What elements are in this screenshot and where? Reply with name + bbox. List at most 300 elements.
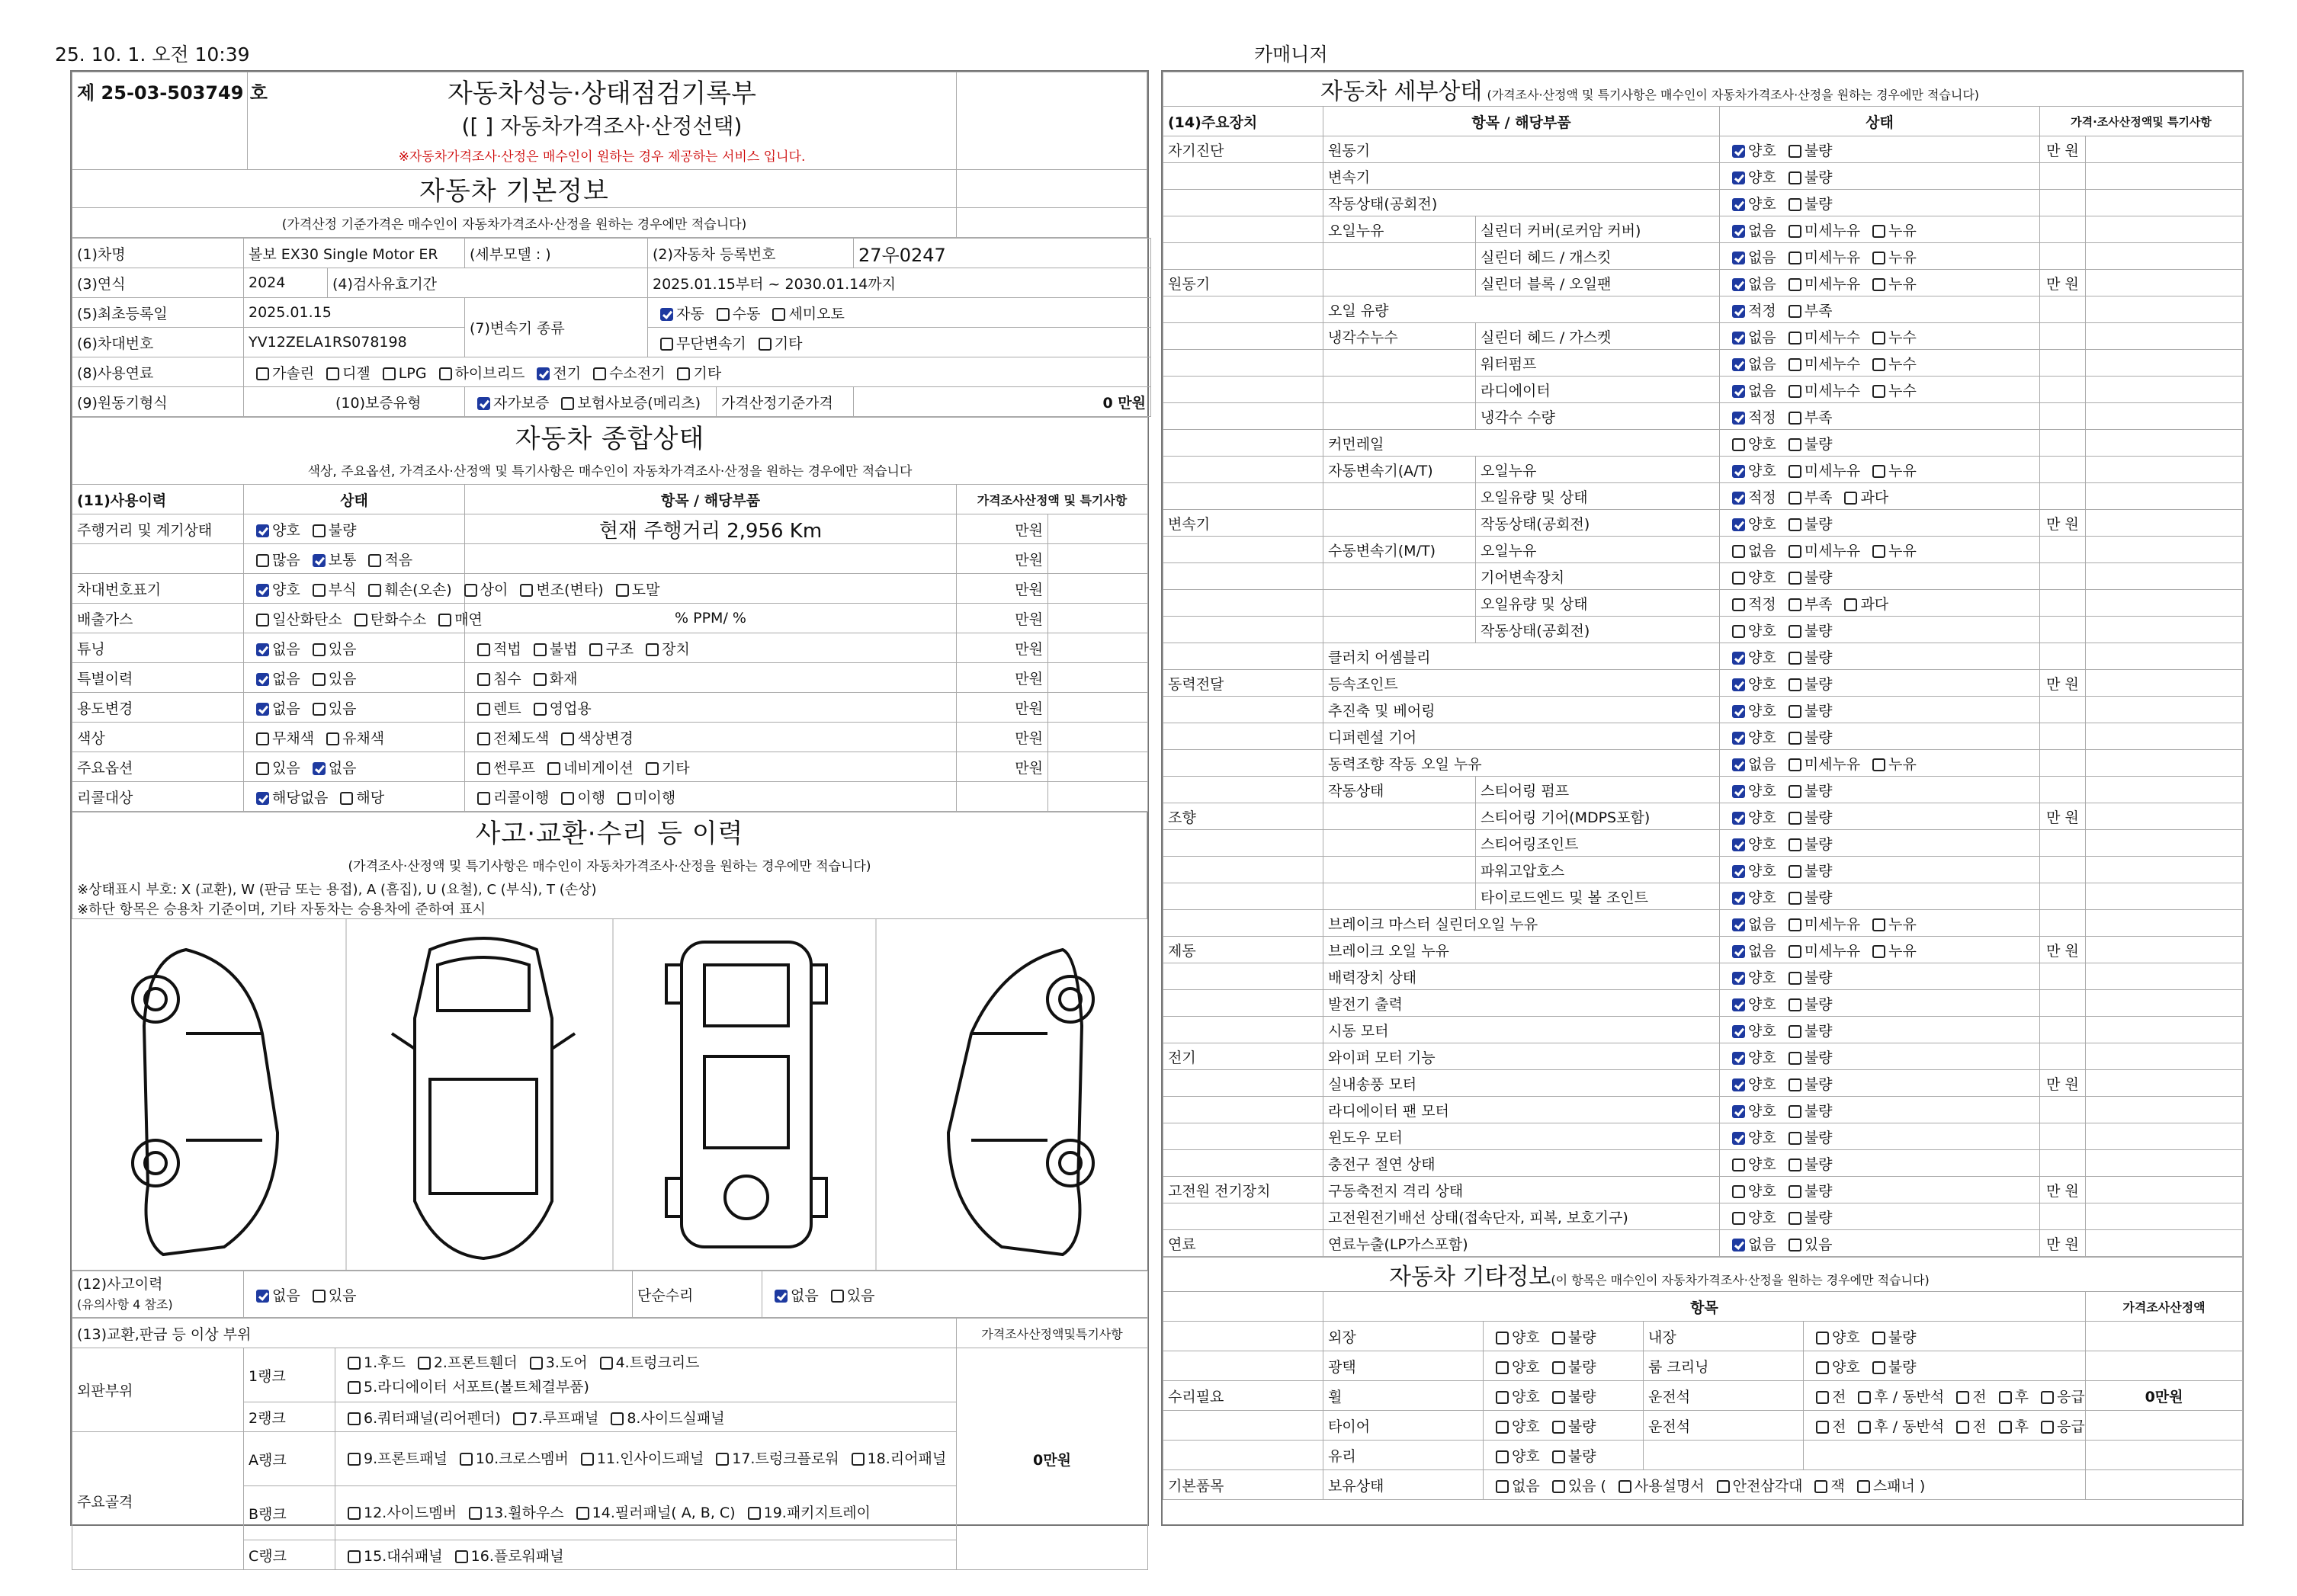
unchecked-box-icon — [1789, 518, 1801, 531]
option-label: 불량 — [1567, 1358, 1596, 1376]
etc-item-b: 내장 — [1644, 1322, 1804, 1351]
checkbox-option — [1991, 1415, 2029, 1436]
option-label: 잭 — [1830, 1477, 1845, 1495]
detail-state — [1720, 777, 2040, 803]
overall-row-item — [465, 723, 957, 752]
detail-group: 고전원 전기장치 — [1163, 1177, 1323, 1203]
detail-state — [1720, 617, 2040, 643]
unchecked-box-icon — [455, 1550, 468, 1563]
checkbox-option — [1781, 273, 1860, 293]
detail-part: 작동상태(공회전) — [1476, 617, 1720, 643]
basic-items-label: 기본품목 — [1163, 1470, 1323, 1500]
unchecked-box-icon — [1552, 1361, 1565, 1374]
detail-row — [1163, 190, 2243, 216]
checkbox-option — [1724, 673, 1776, 694]
checkbox-option — [1949, 1386, 1986, 1406]
checkbox-option — [249, 578, 300, 599]
checkbox-option — [638, 757, 690, 777]
checked-box-icon — [1732, 518, 1745, 531]
overall-row-state — [244, 693, 465, 723]
parts-price-head: 가격조사산정액및특기사항 — [957, 1319, 1148, 1348]
detail-item — [1323, 377, 1476, 403]
checkbox-option — [1724, 700, 1776, 720]
option-label: 미세누유 — [1804, 915, 1861, 933]
detail-group — [1163, 243, 1323, 270]
checkbox-option — [1724, 1153, 1776, 1174]
option-label: 누유 — [1888, 542, 1917, 559]
detail-price-unit: 만 원 — [2040, 803, 2086, 830]
etc-item-head: 항목 — [1323, 1292, 2086, 1322]
unchecked-box-icon — [348, 1381, 361, 1394]
overall-row — [72, 633, 1148, 663]
option-label: 가솔린 — [272, 364, 315, 382]
option-label: 불량 — [1804, 889, 1833, 906]
detail-row — [1163, 1097, 2243, 1123]
unchecked-box-icon — [477, 792, 490, 805]
checkbox-option — [1781, 993, 1833, 1014]
option-label: 누수 — [1888, 355, 1917, 373]
detail-item: 시동 모터 — [1323, 1017, 1720, 1043]
detail-row — [1163, 830, 2243, 857]
etc-item-options — [1484, 1441, 1644, 1470]
option-label: 5.라디에이터 서포트(볼트체결부품) — [364, 1379, 589, 1396]
detail-item: 냉각수누수 — [1323, 323, 1476, 350]
detail-price-unit — [2040, 1203, 2086, 1230]
unchecked-box-icon — [1872, 1361, 1885, 1374]
option-label: 8.사이드실패널 — [627, 1409, 725, 1427]
item-part-head: 항목 / 해당부품 — [1323, 107, 1720, 136]
unchecked-box-icon — [1872, 278, 1885, 291]
detail-item: 라디에이터 팬 모터 — [1323, 1097, 1720, 1123]
detail-item — [1323, 243, 1476, 270]
unchecked-box-icon — [660, 338, 673, 351]
checkbox-option — [844, 1447, 947, 1471]
option-label: 불량 — [1804, 435, 1833, 453]
unchecked-box-icon — [600, 1357, 613, 1370]
unchecked-box-icon — [1814, 1480, 1827, 1493]
option-label: 양호 — [1748, 1129, 1776, 1146]
etc-item: 타이어 — [1323, 1411, 1484, 1441]
detail-state — [1720, 323, 2040, 350]
checkbox-option — [1808, 1326, 1860, 1347]
option-label: 미세누유 — [1804, 942, 1861, 960]
detail-part: 오일누유 — [1476, 457, 1720, 483]
unchecked-box-icon — [340, 792, 353, 805]
checkbox-option — [1837, 486, 1888, 507]
option-label: 6.쿼터패널(리어펜더) — [364, 1409, 501, 1427]
option-label: 양호 — [1748, 1102, 1776, 1120]
trans-options — [648, 298, 1151, 328]
checkbox-option — [1724, 486, 1776, 507]
checkbox-option — [522, 1351, 588, 1375]
detail-state — [1720, 963, 2040, 990]
usage-history-head: (11)사용이력 — [72, 485, 244, 514]
checked-box-icon — [1732, 1239, 1745, 1251]
unchecked-box-icon — [1789, 652, 1801, 665]
state-head-right: 상태 — [1720, 107, 2040, 136]
overall-table — [72, 417, 1148, 812]
detail-group — [1163, 377, 1323, 403]
checkbox-option — [1865, 913, 1917, 934]
detail-price-unit — [2040, 963, 2086, 990]
option-label: 화재 — [549, 670, 578, 687]
checkbox-option — [1724, 566, 1776, 587]
checkbox-option — [1865, 940, 1917, 960]
rankC-items — [335, 1540, 957, 1570]
unchecked-box-icon — [348, 1453, 361, 1466]
detail-part: 스티어링 기어(MDPS포함) — [1476, 803, 1720, 830]
checkbox-option — [1724, 326, 1776, 347]
detail-group — [1163, 457, 1323, 483]
etc-title: 자동차 기타정보 — [1389, 1264, 1551, 1290]
option-label: 양호 — [1748, 782, 1776, 800]
option-label: 양호 — [1832, 1328, 1860, 1346]
detail-part: 오일유량 및 상태 — [1476, 590, 1720, 617]
option-label: 하이브리드 — [454, 364, 525, 382]
option-label: 양호 — [1748, 889, 1776, 906]
checkbox-option — [249, 727, 314, 748]
option-label: 불량 — [1804, 675, 1833, 693]
unchecked-box-icon — [464, 584, 477, 597]
detail-item: 와이퍼 모터 기능 — [1323, 1043, 1720, 1070]
option-label: 양호 — [272, 581, 300, 598]
option-label: 전체도색 — [493, 729, 550, 747]
checked-box-icon — [1732, 465, 1745, 478]
overall-title: 자동차 종합상태 — [72, 418, 1148, 456]
unchecked-box-icon — [313, 584, 326, 597]
option-label: 누유 — [1888, 275, 1917, 293]
overall-row — [72, 514, 1148, 544]
checkbox-option — [1865, 246, 1917, 267]
unchecked-box-icon — [1789, 758, 1801, 771]
checkbox-option — [1724, 1046, 1776, 1067]
unchecked-box-icon — [513, 1412, 526, 1425]
detail-group — [1163, 1123, 1323, 1150]
checkbox-option — [1781, 433, 1833, 453]
checked-box-icon — [1732, 1025, 1745, 1038]
checkbox-option — [1724, 593, 1776, 614]
option-label: 미세누유 — [1804, 248, 1861, 266]
unchecked-box-icon — [1732, 625, 1745, 638]
checked-box-icon — [1732, 732, 1745, 745]
checkbox-option — [1724, 1207, 1776, 1227]
checkbox-option — [1781, 166, 1833, 187]
unchecked-box-icon — [534, 643, 547, 656]
option-label: 보통 — [328, 551, 357, 569]
unchecked-box-icon — [561, 792, 574, 805]
checked-box-icon — [1732, 358, 1745, 371]
checkbox-option — [305, 549, 357, 569]
record-number: 제 25-03-503749 호 — [72, 72, 248, 111]
option-label: 불량 — [1804, 729, 1833, 746]
checkbox-option — [1724, 380, 1776, 400]
detail-part: 스티어링조인트 — [1476, 830, 1720, 857]
etc-price — [2086, 1351, 2243, 1381]
detail-price-unit — [2040, 1097, 2086, 1123]
detail-group — [1163, 830, 1323, 857]
detail-item — [1323, 590, 1476, 617]
motor-label: (9)원동기형식 — [72, 387, 244, 417]
option-label: 미세누유 — [1804, 542, 1861, 559]
overall-row — [72, 604, 1148, 633]
checked-box-icon — [1732, 838, 1745, 851]
option-label: 9.프론트패널 — [364, 1450, 448, 1467]
detail-group — [1163, 643, 1323, 670]
option-label: 미세누유 — [1804, 462, 1861, 479]
detail-part: 오일유량 및 상태 — [1476, 483, 1720, 510]
left-record-panel — [70, 70, 1149, 1565]
detail-item: 구동축전지 격리 상태 — [1323, 1177, 1720, 1203]
checkbox-option — [603, 1407, 724, 1428]
detail-state — [1720, 377, 2040, 403]
detail-item — [1323, 857, 1476, 883]
checkbox-option — [1781, 513, 1833, 534]
detail-row — [1163, 163, 2243, 190]
unchecked-box-icon — [1789, 1078, 1801, 1091]
detail-state — [1720, 537, 2040, 563]
unchecked-box-icon — [418, 1357, 431, 1370]
checkbox-option — [332, 787, 384, 807]
detail-item: 윈도우 모터 — [1323, 1123, 1720, 1150]
option-label: 양호 — [1748, 142, 1776, 159]
acc-label: (12)사고이력 — [77, 1275, 163, 1293]
checkbox-option — [1865, 460, 1917, 480]
unchecked-box-icon — [1872, 465, 1885, 478]
detail-state — [1720, 296, 2040, 323]
checkbox-option — [1781, 220, 1860, 240]
option-label: 13.휠하우스 — [485, 1505, 564, 1521]
checkbox-option — [592, 1351, 700, 1375]
accident-table — [72, 812, 1147, 919]
checkbox-option — [1488, 1415, 1540, 1436]
checkbox-option — [457, 578, 508, 599]
detail-group: 원동기 — [1163, 270, 1323, 296]
checkbox-option — [1781, 486, 1833, 507]
checked-box-icon — [1732, 1132, 1745, 1145]
checkbox-option — [1808, 1356, 1860, 1376]
option-label: 없음 — [1748, 755, 1776, 773]
detail-state — [1720, 430, 2040, 457]
print-datetime: 25. 10. 1. 오전 10:39 — [55, 43, 250, 66]
option-label: 적정 — [1748, 409, 1776, 426]
unchecked-box-icon — [1872, 385, 1885, 398]
unchecked-box-icon — [1816, 1361, 1829, 1374]
detail-group — [1163, 483, 1323, 510]
detail-item: 자동변속기(A/T) — [1323, 457, 1476, 483]
option-label: 없음 — [1512, 1477, 1540, 1495]
first-reg-value: 2025.01.15 — [244, 298, 465, 328]
unchecked-box-icon — [646, 762, 659, 775]
checkbox-option — [529, 362, 581, 383]
option-label: 색상변경 — [577, 729, 634, 747]
vin-label: (6)차대번호 — [72, 328, 244, 357]
detail-part: 실린더 블록 / 오일팬 — [1476, 270, 1720, 296]
checkbox-option — [526, 638, 578, 659]
left-table — [72, 72, 1147, 238]
overall-row-label: 차대번호표기 — [72, 574, 244, 604]
detail-item: 디퍼렌셜 기어 — [1323, 723, 1720, 750]
detail-group: 연료 — [1163, 1230, 1323, 1257]
option-label: 불량 — [1804, 782, 1833, 800]
checkbox-option — [1545, 1386, 1596, 1406]
unchecked-box-icon — [1956, 1391, 1969, 1404]
checkbox-option — [1724, 540, 1776, 560]
overall-row — [72, 723, 1148, 752]
detail-item: 등속조인트 — [1323, 670, 1720, 697]
detail-item: 커먼레일 — [1323, 430, 1720, 457]
checkbox-option — [1724, 620, 1776, 640]
checkbox-option — [638, 638, 690, 659]
overall-row-label: 색상 — [72, 723, 244, 752]
checked-box-icon — [1732, 412, 1745, 425]
detail-row — [1163, 377, 2243, 403]
detail-item — [1323, 350, 1476, 377]
detail-part: 실린더 헤드 / 가스켓 — [1476, 323, 1720, 350]
unchecked-box-icon — [1552, 1480, 1565, 1493]
checkbox-option — [1724, 646, 1776, 667]
checkbox-option — [249, 362, 314, 383]
option-label: 양호 — [1748, 969, 1776, 986]
rank2-items — [335, 1402, 957, 1432]
unchecked-box-icon — [348, 1507, 361, 1520]
detail-price-unit: 만 원 — [2040, 1230, 2086, 1257]
detail-item: 작동상태 — [1323, 777, 1476, 803]
unchecked-box-icon — [1872, 1332, 1885, 1344]
checkbox-option — [340, 1351, 406, 1375]
option-label: 보험사보증(메리츠) — [577, 394, 701, 412]
option-label: 기타 — [774, 335, 803, 352]
detail-row — [1163, 643, 2243, 670]
detail-group — [1163, 1097, 1323, 1123]
checked-box-icon — [1732, 332, 1745, 345]
unchecked-box-icon — [1789, 625, 1801, 638]
option-label: 미세누유 — [1804, 755, 1861, 773]
unchecked-box-icon — [469, 1507, 482, 1520]
option-label: 장치 — [662, 640, 690, 658]
option-label: 불량 — [1804, 515, 1833, 533]
unchecked-box-icon — [256, 554, 269, 567]
detail-item — [1323, 617, 1476, 643]
checkbox-option — [1865, 273, 1917, 293]
checkbox-option — [553, 787, 605, 807]
checkbox-option — [1837, 593, 1888, 614]
option-label: 15.대쉬패널 — [364, 1547, 443, 1565]
option-label: 불량 — [1804, 1075, 1833, 1093]
checked-box-icon — [313, 554, 326, 567]
doc-subtitle: ([ ] 자동차가격조사·산정선택) — [461, 114, 743, 139]
option-label: 이행 — [577, 789, 606, 806]
option-label: 해당없음 — [272, 789, 329, 806]
detail-row — [1163, 350, 2243, 377]
checked-box-icon — [1732, 812, 1745, 825]
option-label: 양호 — [1748, 1049, 1776, 1066]
option-label: 18.리어패널 — [867, 1450, 947, 1467]
detail-state — [1720, 350, 2040, 377]
checkbox-option — [1724, 246, 1776, 267]
unchecked-box-icon — [1999, 1391, 2012, 1404]
checkbox-option — [1807, 1475, 1844, 1495]
overall-row-price: 만원 — [957, 693, 1048, 723]
unchecked-box-icon — [1789, 1185, 1801, 1198]
detail-item: 작동상태(공회전) — [1323, 190, 1720, 216]
checked-box-icon — [313, 762, 326, 775]
checkbox-option — [1488, 1386, 1540, 1406]
checkbox-option — [305, 668, 357, 688]
option-label: 12.사이드멤버 — [364, 1505, 457, 1521]
option-label: 미세누유 — [1804, 222, 1861, 239]
overall-row — [72, 693, 1148, 723]
etc-item-options — [1484, 1322, 1644, 1351]
option-label: 불량 — [1804, 569, 1833, 586]
etc-price — [2086, 1322, 2243, 1351]
detail-group: 제동 — [1163, 937, 1323, 963]
option-label: 불량 — [1804, 862, 1833, 880]
overall-row-item — [465, 633, 957, 663]
detail-item: 클러치 어셈블리 — [1323, 643, 1720, 670]
option-label: 14.필러패널( A, B, C) — [592, 1505, 736, 1521]
detail-group — [1163, 1070, 1323, 1097]
checkbox-option — [1781, 1153, 1833, 1174]
checkbox-option — [1849, 1475, 1926, 1495]
option-label: 양호 — [1748, 729, 1776, 746]
option-label: 수동 — [732, 305, 761, 322]
overall-row-item: 현재 주행거리 2,956 Km — [465, 514, 957, 544]
unchecked-box-icon — [534, 703, 547, 716]
detail-row — [1163, 963, 2243, 990]
detail-item: 동력조향 작동 오일 누유 — [1323, 750, 1720, 777]
unchecked-box-icon — [1789, 358, 1801, 371]
option-label: 양호 — [1512, 1328, 1540, 1346]
option-label: 없음 — [1748, 222, 1776, 239]
checkbox-option — [1611, 1475, 1705, 1495]
detail-state — [1720, 937, 2040, 963]
unchecked-box-icon — [1789, 838, 1801, 851]
rankA-label: A랭크 — [244, 1432, 335, 1486]
checkbox-option — [1724, 860, 1776, 880]
detail-state — [1720, 803, 2040, 830]
unchecked-box-icon — [1858, 1421, 1871, 1434]
etc-group — [1163, 1351, 1323, 1381]
overall-row-price: 만원 — [957, 544, 1048, 574]
option-label: 없음 — [1748, 248, 1776, 266]
detail-state — [1720, 883, 2040, 910]
unchecked-box-icon — [1872, 758, 1885, 771]
option-label: 2.프론트휀더 — [433, 1354, 518, 1371]
unchecked-box-icon — [581, 1453, 594, 1466]
detail-item: 배력장치 상태 — [1323, 963, 1720, 990]
unchecked-box-icon — [1732, 1185, 1745, 1198]
detail-group: 전기 — [1163, 1043, 1323, 1070]
unchecked-box-icon — [477, 732, 490, 745]
detail-group — [1163, 296, 1323, 323]
name-label: (1)차명 — [72, 239, 244, 268]
checkbox-option — [1545, 1326, 1596, 1347]
option-label: 없음 — [1748, 328, 1776, 346]
option-label: 양호 — [1512, 1388, 1540, 1405]
option-label: 탄화수소 — [370, 611, 427, 628]
year-label: (3)연식 — [72, 268, 244, 298]
unchecked-box-icon — [1496, 1450, 1509, 1463]
unchecked-box-icon — [1789, 705, 1801, 718]
option-label: 양호 — [1832, 1358, 1860, 1376]
overall-row-price: 만원 — [957, 604, 1048, 633]
checked-box-icon — [1732, 1105, 1745, 1118]
option-label: 불량 — [1804, 1209, 1833, 1226]
detail-state — [1720, 697, 2040, 723]
detail-note: (가격조사·산정액 및 특기사항은 매수인이 자동차가격조사·산정을 원하는 경우에만 적습니다) — [1487, 88, 1980, 102]
etc-price — [2086, 1411, 2243, 1441]
detail-price-unit — [2040, 483, 2086, 510]
